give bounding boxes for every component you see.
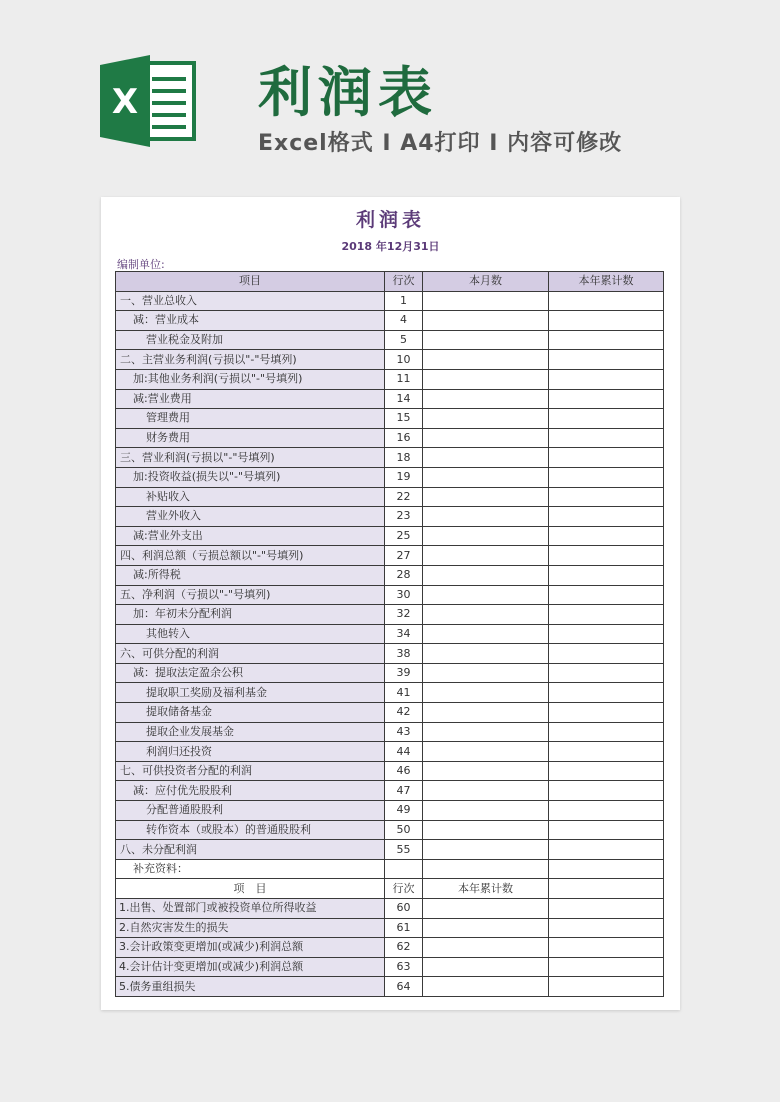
ytd-amount-cell[interactable]: [549, 389, 664, 409]
supplement-amount-cell[interactable]: [423, 899, 549, 919]
table-row: [116, 820, 664, 840]
supplement-empty-cell[interactable]: [549, 918, 664, 938]
item-cell[interactable]: 减：营业成本: [116, 311, 385, 331]
supplement-item-cell[interactable]: 5.债务重组损失: [116, 977, 385, 997]
table-row: [116, 467, 664, 487]
line-no-cell[interactable]: 55: [385, 840, 423, 860]
month-amount-cell[interactable]: [423, 703, 549, 723]
supplement-item-cell[interactable]: 3.会计政策变更增加(或减少)利润总额: [116, 938, 385, 958]
line-no-cell[interactable]: 25: [385, 526, 423, 546]
supplement-row: [116, 938, 664, 958]
ytd-amount-cell[interactable]: [549, 330, 664, 350]
month-amount-cell[interactable]: [423, 369, 549, 389]
month-amount-cell[interactable]: [423, 820, 549, 840]
ytd-amount-cell[interactable]: [549, 467, 664, 487]
document-date: 2018 年12月31日: [341, 240, 440, 253]
supplement-item-cell[interactable]: 4.会计估计变更增加(或减少)利润总额: [116, 957, 385, 977]
line-no-cell[interactable]: 28: [385, 565, 423, 585]
item-cell[interactable]: 减:所得税: [116, 565, 385, 585]
item-cell[interactable]: 管理费用: [116, 409, 385, 429]
line-no-cell[interactable]: 38: [385, 644, 423, 664]
item-cell[interactable]: 其他转入: [116, 624, 385, 644]
table-row: [116, 644, 664, 664]
item-cell[interactable]: 三、营业利润(亏损以"-"号填列): [116, 448, 385, 468]
supplement-header-row: [116, 879, 664, 899]
document-title: 利润表: [355, 209, 425, 231]
supplement-line-no-cell[interactable]: 64: [385, 977, 423, 997]
line-no-cell[interactable]: 46: [385, 761, 423, 781]
item-cell[interactable]: 加：年初未分配利润: [116, 605, 385, 625]
unit-label: 编制单位:: [117, 258, 165, 271]
banner-subtitle: Excel格式 I A4打印 I 内容可修改: [258, 131, 623, 156]
table-row: [116, 683, 664, 703]
ytd-amount-cell[interactable]: [549, 428, 664, 448]
item-cell[interactable]: 六、可供分配的利润: [116, 644, 385, 664]
line-no-cell[interactable]: 44: [385, 742, 423, 762]
item-cell[interactable]: 营业税金及附加: [116, 330, 385, 350]
empty-cell[interactable]: [549, 859, 664, 879]
supplement-header-ytd: 本年累计数: [423, 879, 549, 899]
line-no-cell[interactable]: 43: [385, 722, 423, 742]
table-row: [116, 428, 664, 448]
table-row: [116, 526, 664, 546]
supplement-row: [116, 957, 664, 977]
header-ytd: 本年累计数: [549, 272, 664, 292]
month-amount-cell[interactable]: [423, 683, 549, 703]
table-row: [116, 761, 664, 781]
supplement-empty-cell[interactable]: [549, 899, 664, 919]
table-row: [116, 722, 664, 742]
ytd-amount-cell[interactable]: [549, 663, 664, 683]
item-cell[interactable]: 八、未分配利润: [116, 840, 385, 860]
table-row: [116, 330, 664, 350]
line-no-cell[interactable]: 47: [385, 781, 423, 801]
header-month: 本月数: [423, 272, 549, 292]
item-cell[interactable]: 利润归还投资: [116, 742, 385, 762]
month-amount-cell[interactable]: [423, 781, 549, 801]
ytd-amount-cell[interactable]: [549, 840, 664, 860]
ytd-amount-cell[interactable]: [549, 526, 664, 546]
ytd-amount-cell[interactable]: [549, 369, 664, 389]
ytd-amount-cell[interactable]: [549, 683, 664, 703]
table-row: [116, 565, 664, 585]
item-cell[interactable]: 减:营业费用: [116, 389, 385, 409]
table-row: [116, 487, 664, 507]
line-no-cell[interactable]: 42: [385, 703, 423, 723]
supplement-empty-cell[interactable]: [549, 957, 664, 977]
ytd-amount-cell[interactable]: [549, 781, 664, 801]
line-no-cell[interactable]: 30: [385, 585, 423, 605]
item-cell[interactable]: 四、利润总额（亏损总额以"-"号填列): [116, 546, 385, 566]
supplement-line-no-cell[interactable]: 63: [385, 957, 423, 977]
empty-cell[interactable]: [385, 859, 423, 879]
month-amount-cell[interactable]: [423, 526, 549, 546]
line-no-cell[interactable]: 27: [385, 546, 423, 566]
banner-title: 利润表: [258, 61, 438, 124]
ytd-amount-cell[interactable]: [549, 742, 664, 762]
ytd-amount-cell[interactable]: [549, 350, 664, 370]
line-no-cell[interactable]: 39: [385, 663, 423, 683]
ytd-amount-cell[interactable]: [549, 291, 664, 311]
item-cell[interactable]: 补贴收入: [116, 487, 385, 507]
month-amount-cell[interactable]: [423, 389, 549, 409]
supplement-line-no-cell[interactable]: 62: [385, 938, 423, 958]
month-amount-cell[interactable]: [423, 409, 549, 429]
table-row: [116, 369, 664, 389]
table-row: [116, 311, 664, 331]
table-row: [116, 742, 664, 762]
ytd-amount-cell[interactable]: [549, 722, 664, 742]
line-no-cell[interactable]: 5: [385, 330, 423, 350]
ytd-amount-cell[interactable]: [549, 605, 664, 625]
line-no-cell[interactable]: 16: [385, 428, 423, 448]
table-row: [116, 350, 664, 370]
month-amount-cell[interactable]: [423, 467, 549, 487]
ytd-amount-cell[interactable]: [549, 487, 664, 507]
month-amount-cell[interactable]: [423, 428, 549, 448]
supplement-header-line: 行次: [385, 879, 423, 899]
ytd-amount-cell[interactable]: [549, 507, 664, 527]
month-amount-cell[interactable]: [423, 311, 549, 331]
table-row: [116, 663, 664, 683]
empty-cell[interactable]: [423, 859, 549, 879]
line-no-cell[interactable]: 11: [385, 369, 423, 389]
table-row: [116, 585, 664, 605]
month-amount-cell[interactable]: [423, 350, 549, 370]
month-amount-cell[interactable]: [423, 840, 549, 860]
supplement-amount-cell[interactable]: [423, 938, 549, 958]
table-row: [116, 840, 664, 860]
supplement-row: [116, 977, 664, 997]
line-no-cell[interactable]: 1: [385, 291, 423, 311]
ytd-amount-cell[interactable]: [549, 761, 664, 781]
item-cell[interactable]: 营业外收入: [116, 507, 385, 527]
month-amount-cell[interactable]: [423, 585, 549, 605]
ytd-amount-cell[interactable]: [549, 644, 664, 664]
line-no-cell[interactable]: 23: [385, 507, 423, 527]
item-cell[interactable]: 二、主营业务利润(亏损以"-"号填列): [116, 350, 385, 370]
supplement-empty-cell[interactable]: [549, 977, 664, 997]
excel-logo-icon: [100, 55, 198, 147]
item-cell[interactable]: 财务费用: [116, 428, 385, 448]
line-no-cell[interactable]: 19: [385, 467, 423, 487]
table-row: [116, 605, 664, 625]
item-cell[interactable]: 七、可供投资者分配的利润: [116, 761, 385, 781]
supplement-label-row: [116, 859, 664, 879]
table-row: [116, 409, 664, 429]
month-amount-cell[interactable]: [423, 722, 549, 742]
ytd-amount-cell[interactable]: [549, 820, 664, 840]
item-cell[interactable]: 加:投资收益(损失以"-"号填列): [116, 467, 385, 487]
table-body: [116, 272, 664, 997]
month-amount-cell[interactable]: [423, 487, 549, 507]
supplement-item-cell[interactable]: 2.自然灾害发生的损失: [116, 918, 385, 938]
ytd-amount-cell[interactable]: [549, 546, 664, 566]
table-row: [116, 389, 664, 409]
ytd-amount-cell[interactable]: [549, 311, 664, 331]
supplement-row: [116, 918, 664, 938]
line-no-cell[interactable]: 4: [385, 311, 423, 331]
month-amount-cell[interactable]: [423, 801, 549, 821]
month-amount-cell[interactable]: [423, 624, 549, 644]
line-no-cell[interactable]: 15: [385, 409, 423, 429]
supplement-header-item: 项 目: [116, 879, 385, 899]
table-row: [116, 546, 664, 566]
logo-letter: X: [111, 82, 139, 122]
supplement-amount-cell[interactable]: [423, 977, 549, 997]
item-cell[interactable]: 减：应付优先股股利: [116, 781, 385, 801]
header-row: [116, 272, 664, 292]
line-no-cell[interactable]: 50: [385, 820, 423, 840]
month-amount-cell[interactable]: [423, 291, 549, 311]
ytd-amount-cell[interactable]: [549, 703, 664, 723]
month-amount-cell[interactable]: [423, 761, 549, 781]
empty-cell[interactable]: [549, 879, 664, 899]
item-cell[interactable]: 五、净利润（亏损以"-"号填列): [116, 585, 385, 605]
month-amount-cell[interactable]: [423, 742, 549, 762]
line-no-cell[interactable]: 41: [385, 683, 423, 703]
item-cell[interactable]: 分配普通股股利: [116, 801, 385, 821]
item-cell[interactable]: 提取职工奖励及福利基金: [116, 683, 385, 703]
income-statement-table: [115, 271, 664, 997]
line-no-cell[interactable]: 34: [385, 624, 423, 644]
ytd-amount-cell[interactable]: [549, 565, 664, 585]
supplement-line-no-cell[interactable]: 60: [385, 899, 423, 919]
supplement-empty-cell[interactable]: [549, 938, 664, 958]
ytd-amount-cell[interactable]: [549, 801, 664, 821]
item-cell[interactable]: 提取储备基金: [116, 703, 385, 723]
banner: [0, 0, 780, 190]
line-no-cell[interactable]: 32: [385, 605, 423, 625]
month-amount-cell[interactable]: [423, 663, 549, 683]
month-amount-cell[interactable]: [423, 546, 549, 566]
month-amount-cell[interactable]: [423, 507, 549, 527]
ytd-amount-cell[interactable]: [549, 409, 664, 429]
table-row: [116, 801, 664, 821]
table-row: [116, 703, 664, 723]
table-row: [116, 291, 664, 311]
supplement-line-no-cell[interactable]: 61: [385, 918, 423, 938]
ytd-amount-cell[interactable]: [549, 448, 664, 468]
month-amount-cell[interactable]: [423, 605, 549, 625]
supplement-amount-cell[interactable]: [423, 918, 549, 938]
spreadsheet-page: [101, 197, 680, 1010]
month-amount-cell[interactable]: [423, 330, 549, 350]
item-cell[interactable]: 转作资本（或股本）的普通股股利: [116, 820, 385, 840]
table-row: [116, 624, 664, 644]
header-item: 项目: [116, 272, 385, 292]
item-cell[interactable]: 提取企业发展基金: [116, 722, 385, 742]
table-row: [116, 507, 664, 527]
ytd-amount-cell[interactable]: [549, 585, 664, 605]
supplement-label[interactable]: 补充资料：: [116, 859, 385, 879]
item-cell[interactable]: 减：提取法定盈余公积: [116, 663, 385, 683]
month-amount-cell[interactable]: [423, 644, 549, 664]
supplement-item-cell[interactable]: 1.出售、处置部门或被投资单位所得收益: [116, 899, 385, 919]
header-line: 行次: [385, 272, 423, 292]
table-row: [116, 448, 664, 468]
month-amount-cell[interactable]: [423, 448, 549, 468]
supplement-amount-cell[interactable]: [423, 957, 549, 977]
line-no-cell[interactable]: 10: [385, 350, 423, 370]
item-cell[interactable]: 一、营业总收入: [116, 291, 385, 311]
line-no-cell[interactable]: 14: [385, 389, 423, 409]
supplement-row: [116, 899, 664, 919]
ytd-amount-cell[interactable]: [549, 624, 664, 644]
item-cell[interactable]: 加:其他业务利润(亏损以"-"号填列): [116, 369, 385, 389]
line-no-cell[interactable]: 22: [385, 487, 423, 507]
table-row: [116, 781, 664, 801]
line-no-cell[interactable]: 18: [385, 448, 423, 468]
month-amount-cell[interactable]: [423, 565, 549, 585]
item-cell[interactable]: 减:营业外支出: [116, 526, 385, 546]
line-no-cell[interactable]: 49: [385, 801, 423, 821]
